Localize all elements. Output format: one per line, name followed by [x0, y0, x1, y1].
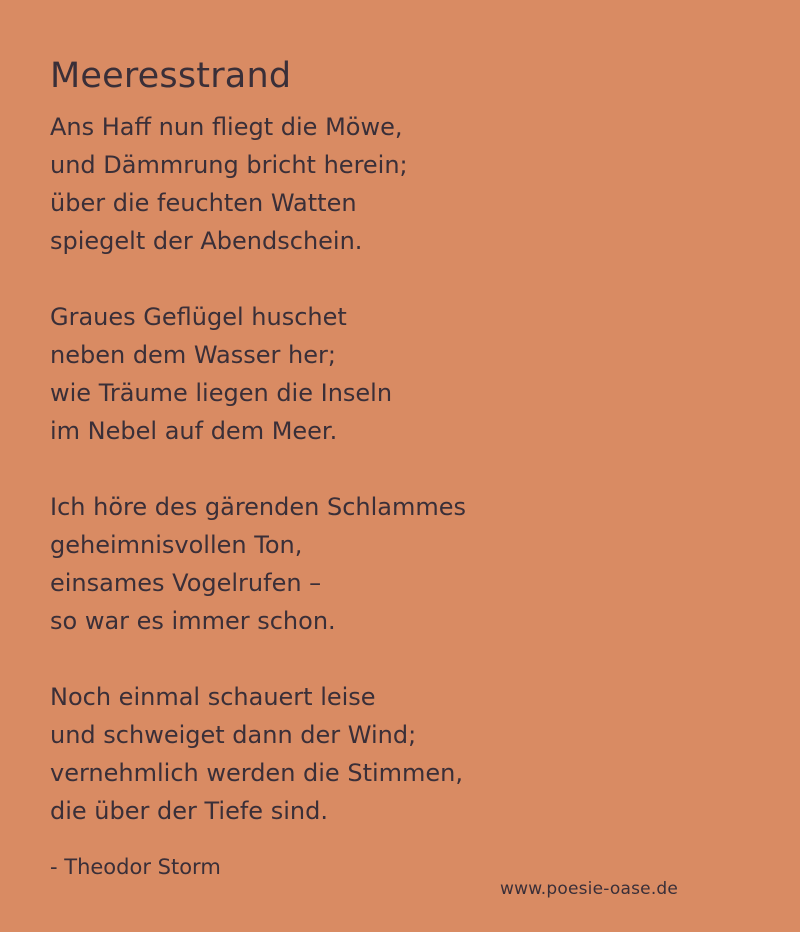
poem-line: und Dämmrung bricht herein;: [50, 151, 408, 179]
poem-line: geheimnisvollen Ton,: [50, 531, 303, 559]
stanza-1: [50, 108, 750, 260]
stanza-2: [50, 298, 750, 450]
poem-line: Ich höre des gärenden Schlammes: [50, 493, 467, 521]
poem-line: vernehmlich werden die Stimmen,: [50, 759, 464, 787]
poem-line: Ans Haff nun fliegt die Möwe,: [50, 113, 403, 141]
poem-line: so war es immer schon.: [50, 607, 336, 635]
poem-title: Meeresstrand: [50, 56, 292, 96]
poem-line: neben dem Wasser her;: [50, 341, 336, 369]
poem-line: über die feuchten Watten: [50, 189, 357, 217]
poem-line: im Nebel auf dem Meer.: [50, 417, 338, 445]
stanza-3: [50, 488, 750, 640]
poem-line: und schweiget dann der Wind;: [50, 721, 417, 749]
poem-line: Graues Geflügel huschet: [50, 303, 347, 331]
site-url: www.poesie-oase.de: [500, 879, 679, 899]
poem-line: spiegelt der Abendschein.: [50, 227, 363, 255]
poem-card: [50, 54, 750, 830]
poem-body: [50, 108, 750, 830]
poem-line: die über der Tiefe sind.: [50, 797, 328, 825]
stanza-4: [50, 678, 750, 830]
poem-line: wie Träume liegen die Inseln: [50, 379, 393, 407]
poem-line: einsames Vogelrufen –: [50, 569, 322, 597]
poem-line: Noch einmal schauert leise: [50, 683, 376, 711]
poem-author: - Theodor Storm: [50, 855, 221, 879]
